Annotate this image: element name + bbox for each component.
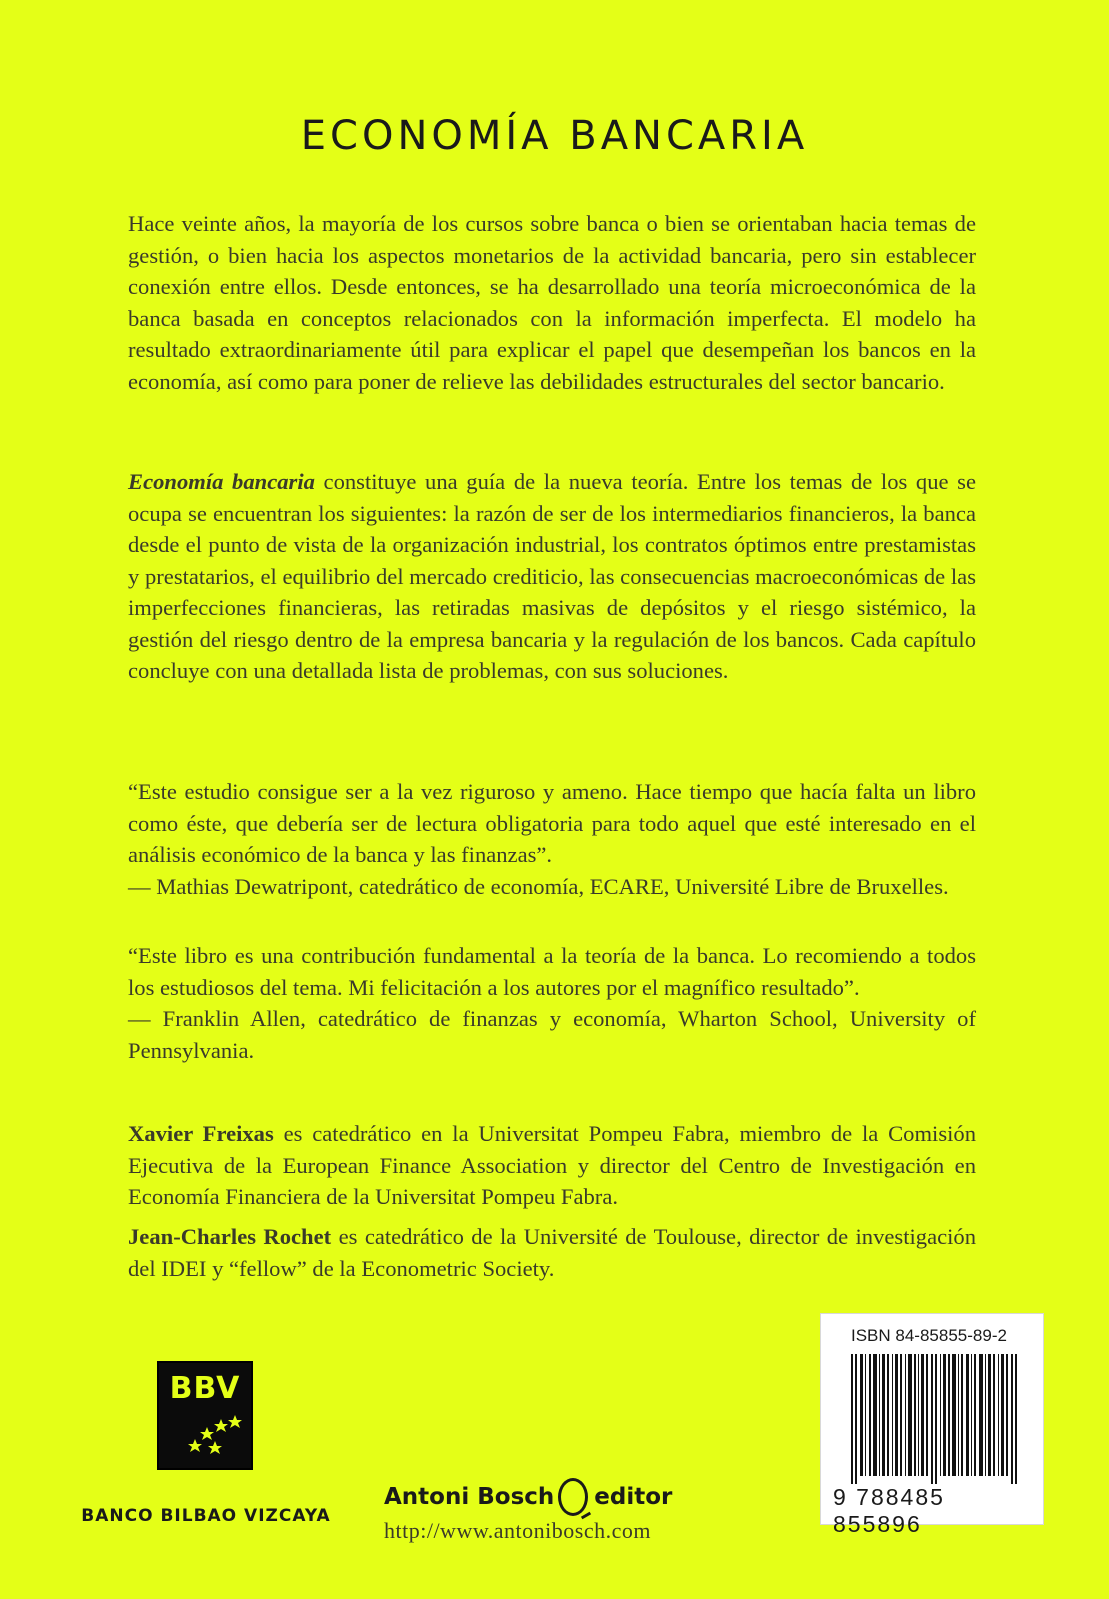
isbn-label: ISBN 84-85855-89-2 — [851, 1326, 1007, 1345]
author-bio-2-body: es catedrático de la Université de Toulouse, director de investigación del IDEI y “fellow” de la Econometric Society. — [128, 1224, 976, 1281]
author-bio-1 — [128, 1118, 976, 1213]
description-text-2 — [128, 466, 976, 687]
author-bio-2 — [128, 1221, 976, 1284]
review-quote-2-source: — Franklin Allen, catedrático de finanzas y economía, Wharton School, University of Pennsylvania. — [128, 1006, 976, 1063]
publisher-name-right: editor — [594, 1484, 673, 1510]
publisher-logo — [384, 1478, 672, 1516]
sponsor-name: BANCO BILBAO VIZCAYA — [81, 1506, 331, 1526]
author-bio-1-text — [128, 1118, 976, 1213]
description-text-1: Hace veinte años, la mayoría de los cursos sobre banca o bien se orientaban hacia temas de gestión, o bien hacia los aspectos monetarios de la actividad bancaria, pero sin establecer conexión entre ellos. Desde entonces, se ha desarrollado una teoría microeconómica de la banca basada en conceptos relacionados con la información imperfecta. El modelo ha resultado extraordinariamente útil para explicar el papel que desempeñan los bancos en la economía, así como para poner de relieve las debilidades estructurales del sector bancario. — [128, 211, 976, 394]
description-text-2-body: constituye una guía de la nueva teoría. Entre los temas de los que se ocupa se encuentran los siguientes: la razón de ser de los intermediarios financieros, la banca desde el punto de vista de la organización industrial, los contratos óptimos entre prestamistas y prestatarios, el equilibrio del mercado crediticio, las consecuencias macroeconómicas de las imperfecciones financieras, las retiradas masivas de depósitos y el riesgo sistémico, la gestión del riesgo dentro de la empresa bancaria y la regulación de los bancos. Cada capítulo concluye con una detallada lista de problemas, con sus soluciones. — [128, 469, 976, 683]
description-paragraph-1 — [128, 208, 976, 397]
author-name-1: Xavier Freixas — [128, 1121, 274, 1146]
bbv-logo — [157, 1361, 253, 1470]
book-title-inline: Economía bancaria — [128, 469, 315, 494]
review-quote-2-text: “Este libro es una contribución fundamental a la teoría de la banca. Lo recomiendo a todos los estudiosos del tema. Mi felicitación a los autores por el magnífico resultado”. — [128, 943, 976, 1000]
review-quote-2 — [128, 940, 976, 1066]
barcode-panel — [820, 1313, 1044, 1537]
barcode-icon — [851, 1354, 1021, 1484]
publisher-url: http://www.antonibosch.com — [384, 1518, 651, 1543]
publisher-ring-icon — [558, 1478, 588, 1516]
bbv-logo-text: BBV — [169, 1371, 241, 1406]
stars-icon — [185, 1413, 245, 1461]
description-paragraph-2 — [128, 466, 976, 687]
review-quote-1-text: “Este estudio consigue ser a la vez riguroso y ameno. Hace tiempo que hacía falta un libro como éste, que debería ser de lectura obligatoria para todo aquel que esté interesado en el análisis económico de la banca y las finanzas”. — [128, 779, 976, 867]
book-title: ECONOMÍA BANCARIA — [300, 113, 809, 159]
author-bio-1-body: es catedrático en la Universitat Pompeu Fabra, miembro de la Comisión Ejecutiva de la European Finance Association y director del Centro de Investigación en Economía Financiera de la Universitat Pompeu Fabra. — [128, 1121, 976, 1209]
ean-number: 9 788485 855896 — [833, 1484, 945, 1537]
review-quote-1 — [128, 776, 976, 902]
publisher-name-left: Antoni Bosch — [384, 1484, 555, 1510]
author-bio-2-text — [128, 1221, 976, 1284]
review-quote-1-source: — Mathias Dewatripont, catedrático de economía, ECARE, Université Libre de Bruxelles. — [128, 873, 949, 899]
author-name-2: Jean-Charles Rochet — [128, 1224, 332, 1249]
